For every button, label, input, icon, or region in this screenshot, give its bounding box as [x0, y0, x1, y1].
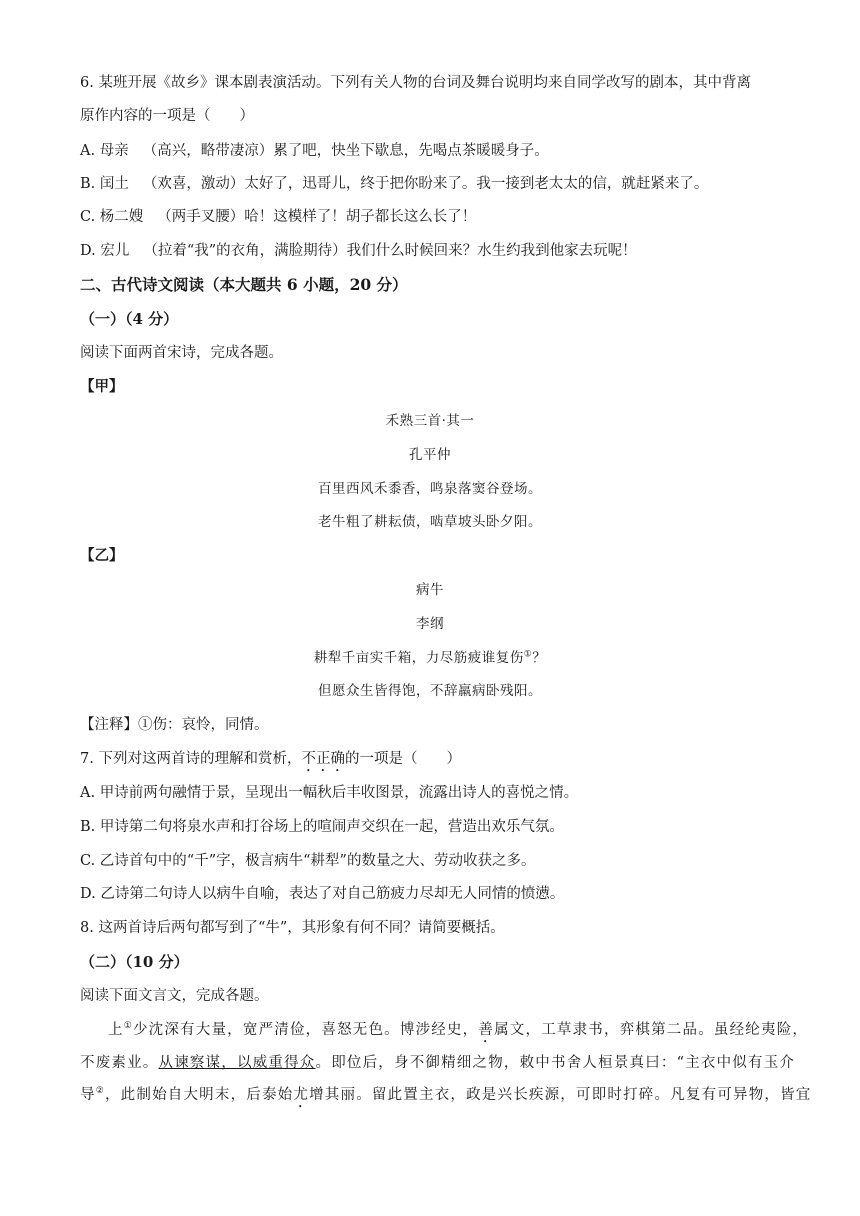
poem-b-title: 病牛	[416, 582, 444, 598]
passage-footnote-2: ②	[95, 1086, 105, 1097]
q6-option-b	[80, 174, 708, 194]
part1-intro: 阅读下面两首宋诗，完成各题。	[80, 345, 283, 361]
passage-l1-a: 上	[108, 1022, 124, 1038]
part1-heading: （一）（4 分）	[80, 310, 179, 328]
part2-intro: 阅读下面文言文，完成各题。	[80, 988, 269, 1004]
q6-option-c-text: （两手叉腰）哈！这模样了！胡子都长这么长了！	[157, 209, 477, 225]
q7-stem-post: 的一项是（ ）	[344, 751, 461, 767]
passage-l3-emphasis: 尤	[293, 1087, 310, 1103]
passage-l2-a: 不废素业。	[80, 1055, 159, 1071]
q7-option-b: B. 甲诗第二句将泉水声和打谷场上的喧闹声交织在一起，营造出欢乐气氛。	[80, 819, 564, 835]
passage-l2-underlined: 从谏察谋，以威重得众	[158, 1055, 316, 1071]
poem-b-line1-text: 耕犁千亩实千箱，力尽筋疲谁复伤	[313, 650, 524, 666]
poem-b-tag: 【乙】	[80, 547, 124, 564]
passage-l2-b: 。即位后，身不御精细之物，敕中书舍人桓景真曰：“主衣中似有玉介	[315, 1055, 796, 1071]
q7-stem-pre: 7. 下列对这两首诗的理解和赏析，	[80, 751, 302, 767]
passage-l1-c: 属文，工草隶书，弈棋第二品。虽经纶夷险，	[494, 1022, 809, 1038]
q7-option-a: A. 甲诗前两句融情于景，呈现出一幅秋后丰收图景，流露出诗人的喜悦之情。	[80, 785, 579, 801]
q6-option-d-label: D. 宏儿	[80, 243, 130, 259]
annotation: 【注释】①伤：哀怜，同情。	[80, 717, 269, 733]
q6-option-a	[80, 141, 549, 161]
passage-l1-b: 少沈深有大量，宽严清俭，喜怒无色。博涉经史，	[132, 1022, 479, 1038]
q6-option-a-label: A. 母亲	[80, 143, 129, 159]
passage-line3	[80, 1085, 812, 1111]
q7-option-c: C. 乙诗首句中的“千”字，极言病牛“耕犁”的数量之大、劳动收获之多。	[80, 853, 536, 869]
footnote-marker-1: ①	[523, 649, 533, 660]
poem-a-tag: 【甲】	[80, 378, 124, 395]
section2-heading: 二、古代诗文阅读（本大题共 6 小题，20 分）	[80, 275, 408, 294]
part2-heading: （二）（10 分）	[80, 953, 189, 971]
passage-line2	[80, 1053, 795, 1073]
q6-option-a-text: （高兴，略带凄凉）累了吧，快坐下歇息，先喝点茶暖暖身子。	[142, 143, 549, 159]
passage-l3-a: 导	[80, 1087, 96, 1103]
passage-line1	[108, 1020, 808, 1046]
q6-option-b-label: B. 闰土	[80, 176, 129, 192]
q6-option-c	[80, 207, 476, 227]
q8-stem: 8. 这两首诗后两句都写到了“牛”，其形象有何不同？请简要概括。	[80, 920, 505, 936]
passage-l3-c: 增其丽。留此置主衣，政是兴长疾源，可即时打碎。凡复有可异物，皆宜	[309, 1087, 812, 1103]
passage-l1-emphasis: 善	[478, 1022, 495, 1038]
poem-a-title: 禾熟三首·其一	[385, 413, 475, 429]
poem-a-line1: 百里西风禾黍香，鸣泉落窦谷登场。	[318, 481, 542, 497]
poem-b-line1	[0, 648, 860, 668]
q6-option-d	[80, 241, 637, 261]
q6-option-c-label: C. 杨二嫂	[80, 209, 144, 225]
q7-option-d: D. 乙诗第二句诗人以病牛自喻，表达了对自己筋疲力尽却无人同情的愤懑。	[80, 886, 565, 902]
q6-stem-line2: 原作内容的一项是（ ）	[80, 108, 254, 124]
poem-b-author: 李纲	[416, 616, 444, 632]
passage-footnote-1: ①	[123, 1021, 133, 1032]
poem-a-line2: 老牛粗了耕耘债，啮草坡头卧夕阳。	[318, 514, 542, 530]
q6-stem-line1: 6. 某班开展《故乡》课本剧表演活动。下列有关人物的台词及舞台说明均来自同学改写的剧本，其中背离	[80, 75, 751, 91]
poem-b-line2: 但愿众生皆得饱，不辞羸病卧残阳。	[318, 683, 542, 699]
poem-a-author: 孔平仲	[409, 447, 451, 463]
passage-l3-b: ，此制始自大明末，后泰始	[104, 1087, 294, 1103]
poem-b-line1-end: ？	[532, 650, 547, 666]
q7-stem-emphasis: 不正确	[301, 751, 345, 767]
q6-option-d-text: （拉着“我”的衣角，满脸期待）我们什么时候回来？水生约我到他家去玩呢！	[143, 243, 637, 259]
q6-option-b-text: （欢喜，激动）太好了，迅哥儿，终于把你盼来了。我一接到老太太的信，就赶紧来了。	[142, 176, 709, 192]
q7-stem	[80, 749, 461, 775]
